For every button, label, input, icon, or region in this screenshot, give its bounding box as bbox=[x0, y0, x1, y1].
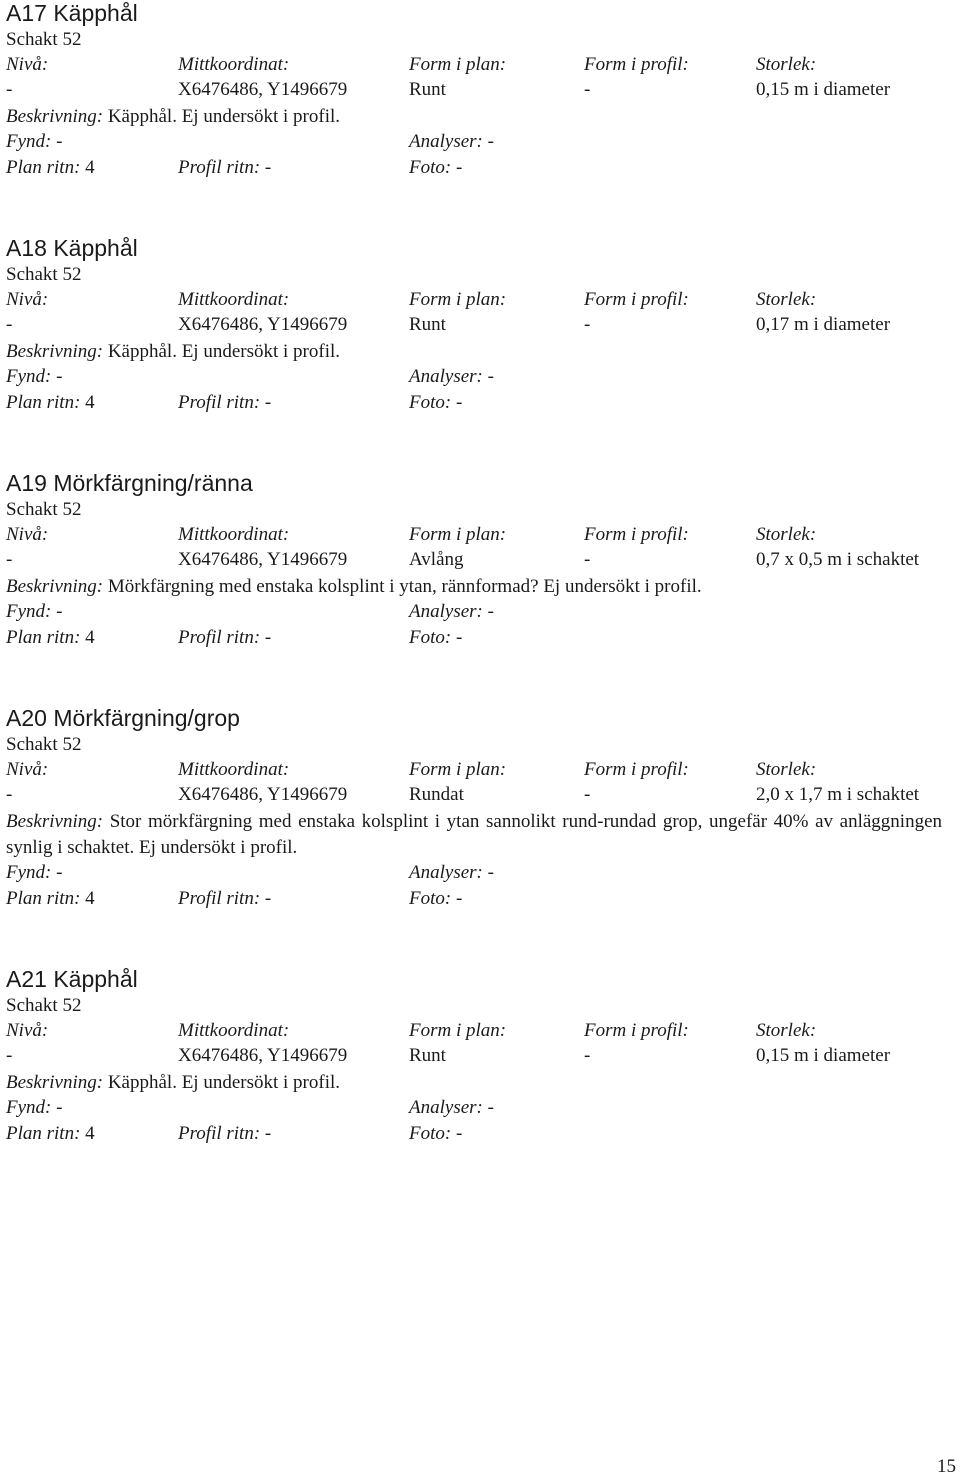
label-beskrivning: Beskrivning: bbox=[6, 341, 104, 362]
fynd-value: - bbox=[56, 862, 63, 883]
form-profil-value: - bbox=[584, 79, 591, 100]
label-fynd: Fynd: bbox=[6, 366, 52, 387]
storlek-value: 0,17 m i diameter bbox=[756, 314, 891, 335]
foto-value: - bbox=[455, 157, 463, 178]
analyser-value: - bbox=[487, 131, 494, 152]
fynd-row bbox=[6, 1096, 954, 1120]
fynd-value: - bbox=[56, 366, 63, 387]
schakt-value: Schakt 52 bbox=[6, 264, 82, 285]
label-beskrivning: Beskrivning: bbox=[6, 1072, 104, 1093]
label-mittkoordinat: Mittkoordinat: bbox=[178, 54, 290, 75]
form-profil-value: - bbox=[584, 1045, 591, 1066]
description-text: Käpphål. Ej undersökt i profil. bbox=[107, 106, 341, 127]
profil-ritn-value: - bbox=[264, 627, 272, 648]
schakt-line bbox=[6, 498, 954, 522]
koordinat-value: X6476486, Y1496679 bbox=[178, 784, 348, 805]
foto-value: - bbox=[455, 1123, 463, 1144]
label-plan-ritn: Plan ritn: bbox=[6, 888, 81, 909]
header-row bbox=[6, 288, 954, 312]
fynd-row bbox=[6, 600, 954, 624]
form-plan-value: Runt bbox=[409, 1045, 446, 1066]
value-row bbox=[6, 313, 954, 337]
koordinat-value: X6476486, Y1496679 bbox=[178, 1045, 348, 1066]
label-profil-ritn: Profil ritn: bbox=[178, 1123, 261, 1144]
plan-ritn-value: 4 bbox=[85, 888, 95, 909]
fynd-value: - bbox=[56, 131, 63, 152]
value-row bbox=[6, 548, 954, 572]
ritning-row bbox=[6, 1122, 954, 1146]
plan-ritn-value: 4 bbox=[85, 1123, 95, 1144]
label-form-plan: Form i plan: bbox=[409, 289, 507, 310]
label-profil-ritn: Profil ritn: bbox=[178, 627, 261, 648]
label-form-profil: Form i profil: bbox=[584, 1020, 689, 1041]
form-profil-value: - bbox=[584, 784, 591, 805]
fynd-row bbox=[6, 130, 954, 154]
form-profil-value: - bbox=[584, 549, 591, 570]
description-text: Mörkfärgning med enstaka kolsplint i ytan, rännformad? Ej undersökt i profil. bbox=[107, 576, 702, 597]
label-mittkoordinat: Mittkoordinat: bbox=[178, 289, 290, 310]
description bbox=[6, 809, 942, 861]
profil-ritn-value: - bbox=[264, 157, 272, 178]
label-niva: Nivå: bbox=[6, 524, 49, 545]
label-form-profil: Form i profil: bbox=[584, 289, 689, 310]
label-profil-ritn: Profil ritn: bbox=[178, 157, 261, 178]
profil-ritn-value: - bbox=[264, 888, 272, 909]
description-text: Käpphål. Ej undersökt i profil. bbox=[107, 1072, 341, 1093]
niva-value: - bbox=[6, 784, 13, 805]
niva-value: - bbox=[6, 314, 13, 335]
fynd-row bbox=[6, 365, 954, 389]
foto-value: - bbox=[455, 888, 463, 909]
label-form-plan: Form i plan: bbox=[409, 1020, 507, 1041]
label-foto: Foto: bbox=[409, 1123, 452, 1144]
label-plan-ritn: Plan ritn: bbox=[6, 1123, 81, 1144]
form-plan-value: Avlång bbox=[409, 549, 464, 570]
form-plan-value: Runt bbox=[409, 79, 446, 100]
schakt-line bbox=[6, 733, 954, 757]
label-beskrivning: Beskrivning: bbox=[6, 106, 104, 127]
label-profil-ritn: Profil ritn: bbox=[178, 888, 261, 909]
label-foto: Foto: bbox=[409, 627, 452, 648]
label-fynd: Fynd: bbox=[6, 601, 52, 622]
form-plan-value: Rundat bbox=[409, 784, 464, 805]
entry-title: A21 Käpphål bbox=[6, 966, 138, 992]
form-profil-value: - bbox=[584, 314, 591, 335]
koordinat-value: X6476486, Y1496679 bbox=[178, 549, 348, 570]
analyser-value: - bbox=[487, 862, 494, 883]
label-mittkoordinat: Mittkoordinat: bbox=[178, 1020, 290, 1041]
description bbox=[6, 339, 942, 365]
profil-ritn-value: - bbox=[264, 392, 272, 413]
label-storlek: Storlek: bbox=[756, 1020, 817, 1041]
entry-title: A18 Käpphål bbox=[6, 235, 138, 261]
label-profil-ritn: Profil ritn: bbox=[178, 392, 261, 413]
koordinat-value: X6476486, Y1496679 bbox=[178, 79, 348, 100]
plan-ritn-value: 4 bbox=[85, 157, 95, 178]
schakt-value: Schakt 52 bbox=[6, 29, 82, 50]
label-foto: Foto: bbox=[409, 392, 452, 413]
niva-value: - bbox=[6, 1045, 13, 1066]
page-number: 15 bbox=[937, 1456, 956, 1477]
fynd-row bbox=[6, 861, 954, 885]
header-row bbox=[6, 53, 954, 77]
analyser-value: - bbox=[487, 601, 494, 622]
description bbox=[6, 104, 942, 130]
fynd-value: - bbox=[56, 601, 63, 622]
label-fynd: Fynd: bbox=[6, 862, 52, 883]
description bbox=[6, 1070, 942, 1096]
fynd-value: - bbox=[56, 1097, 63, 1118]
value-row bbox=[6, 783, 954, 807]
label-foto: Foto: bbox=[409, 157, 452, 178]
value-row bbox=[6, 1044, 954, 1068]
label-form-plan: Form i plan: bbox=[409, 524, 507, 545]
schakt-line bbox=[6, 263, 954, 287]
label-analyser: Analyser: bbox=[409, 131, 483, 152]
profil-ritn-value: - bbox=[264, 1123, 272, 1144]
label-mittkoordinat: Mittkoordinat: bbox=[178, 759, 290, 780]
label-analyser: Analyser: bbox=[409, 1097, 483, 1118]
label-storlek: Storlek: bbox=[756, 759, 817, 780]
label-form-plan: Form i plan: bbox=[409, 54, 507, 75]
label-foto: Foto: bbox=[409, 888, 452, 909]
label-analyser: Analyser: bbox=[409, 601, 483, 622]
schakt-value: Schakt 52 bbox=[6, 995, 82, 1016]
storlek-value: 0,15 m i diameter bbox=[756, 1045, 891, 1066]
label-storlek: Storlek: bbox=[756, 54, 817, 75]
label-analyser: Analyser: bbox=[409, 366, 483, 387]
label-mittkoordinat: Mittkoordinat: bbox=[178, 524, 290, 545]
label-niva: Nivå: bbox=[6, 1020, 49, 1041]
label-storlek: Storlek: bbox=[756, 289, 817, 310]
label-form-profil: Form i profil: bbox=[584, 759, 689, 780]
ritning-row bbox=[6, 391, 954, 415]
ritning-row bbox=[6, 887, 954, 911]
schakt-line bbox=[6, 28, 954, 52]
header-row bbox=[6, 758, 954, 782]
label-form-profil: Form i profil: bbox=[584, 54, 689, 75]
value-row bbox=[6, 78, 954, 102]
koordinat-value: X6476486, Y1496679 bbox=[178, 314, 348, 335]
header-row bbox=[6, 523, 954, 547]
schakt-value: Schakt 52 bbox=[6, 734, 82, 755]
plan-ritn-value: 4 bbox=[85, 392, 95, 413]
label-plan-ritn: Plan ritn: bbox=[6, 392, 81, 413]
ritning-row bbox=[6, 156, 954, 180]
storlek-value: 2,0 x 1,7 m i schaktet bbox=[756, 784, 920, 805]
foto-value: - bbox=[455, 392, 463, 413]
storlek-value: 0,15 m i diameter bbox=[756, 79, 891, 100]
label-form-profil: Form i profil: bbox=[584, 524, 689, 545]
entry-title: A20 Mörkfärgning/grop bbox=[6, 705, 240, 731]
description-text: Stor mörkfärgning med enstaka kolsplint i ytan sannolikt rund-rundad grop, ungefär 40% av anläggningen synlig i schaktet. Ej undersökt i profil. bbox=[6, 811, 943, 858]
label-form-plan: Form i plan: bbox=[409, 759, 507, 780]
label-niva: Nivå: bbox=[6, 289, 49, 310]
plan-ritn-value: 4 bbox=[85, 627, 95, 648]
form-plan-value: Runt bbox=[409, 314, 446, 335]
entry-title: A17 Käpphål bbox=[6, 0, 138, 26]
label-fynd: Fynd: bbox=[6, 1097, 52, 1118]
storlek-value: 0,7 x 0,5 m i schaktet bbox=[756, 549, 920, 570]
niva-value: - bbox=[6, 79, 13, 100]
analyser-value: - bbox=[487, 1097, 494, 1118]
header-row bbox=[6, 1019, 954, 1043]
label-niva: Nivå: bbox=[6, 54, 49, 75]
label-analyser: Analyser: bbox=[409, 862, 483, 883]
label-niva: Nivå: bbox=[6, 759, 49, 780]
label-storlek: Storlek: bbox=[756, 524, 817, 545]
label-beskrivning: Beskrivning: bbox=[6, 811, 104, 832]
schakt-value: Schakt 52 bbox=[6, 499, 82, 520]
niva-value: - bbox=[6, 549, 13, 570]
foto-value: - bbox=[455, 627, 463, 648]
description bbox=[6, 574, 942, 600]
description-text: Käpphål. Ej undersökt i profil. bbox=[107, 341, 341, 362]
label-fynd: Fynd: bbox=[6, 131, 52, 152]
analyser-value: - bbox=[487, 366, 494, 387]
ritning-row bbox=[6, 626, 954, 650]
schakt-line bbox=[6, 994, 954, 1018]
label-plan-ritn: Plan ritn: bbox=[6, 627, 81, 648]
label-beskrivning: Beskrivning: bbox=[6, 576, 104, 597]
label-plan-ritn: Plan ritn: bbox=[6, 157, 81, 178]
entry-title: A19 Mörkfärgning/ränna bbox=[6, 470, 253, 496]
